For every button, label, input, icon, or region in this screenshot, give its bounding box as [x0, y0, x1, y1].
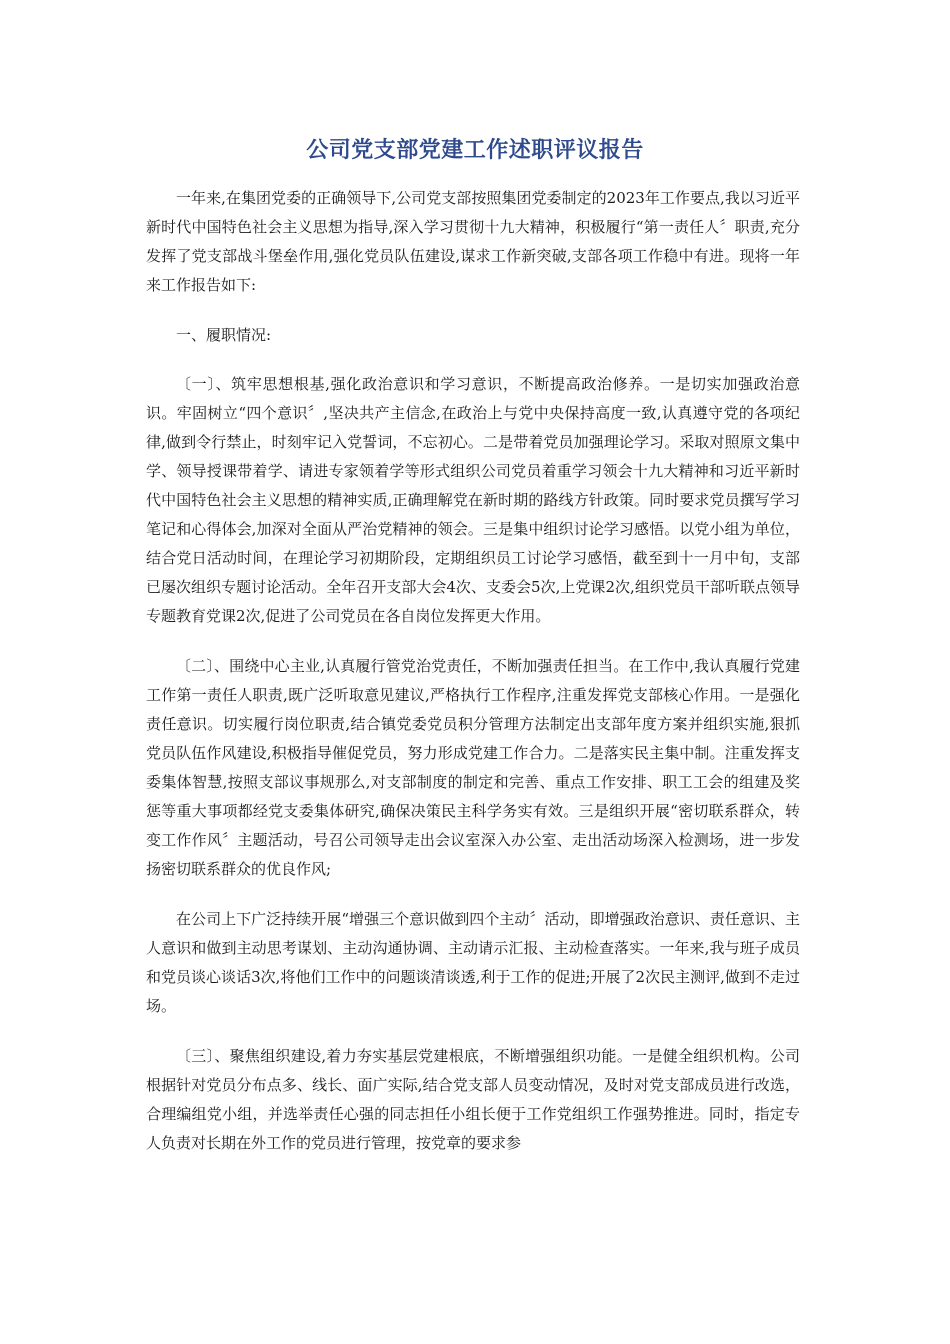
document-title: 公司党支部党建工作述职评议报告 — [306, 138, 644, 163]
section-heading-duty: 一、履职情况: — [176, 326, 272, 344]
paragraph-section-two: 〔二〕、围绕中心主业,认真履行管党治党责任，不断加强责任担当。在工作中,我认真履行党建工作第一责任人职责,既广泛听取意见建议,严格执行工作程序,注重发挥党支部核心作用。一是强化责任意识。切实履行岗位职责,结合镇党委党员积分管理方法制定出支部年度方案并组织实施,狠抓党员队伍作风建设,积极指导催促党员，努力形成党建工作合力。二是落实民主集中制。注重发挥支委集体智慧,按照支部议事规那么,对支部制度的制定和完善、重点工作安排、职工工会的组建及奖惩等重大事项都经党支委集体研究,确保决策民主科学务实有效。三是组织开展“密切联系群众，转变工作作风〞主题活动，号召公司领导走出会议室深入办公室、走出活动场深入检测场，进一步发扬密切联系群众的优良作风; — [146, 657, 800, 878]
paragraph-activities: 在公司上下广泛持续开展“增强三个意识做到四个主动〞活动，即增强政治意识、责任意识、主人意识和做到主动思考谋划、主动沟通协调、主动请示汇报、主动检查落实。一年来,我与班子成员和党员谈心谈话3次,将他们工作中的问题谈清谈透,利于工作的促进;开展了2次民主测评,做到不走过场。 — [146, 910, 800, 1015]
document-body — [146, 184, 800, 1179]
paragraph-section-three: 〔三〕、聚焦组织建设,着力夯实基层党建根底，不断增强组织功能。一是健全组织机构。公司根据针对党员分布点多、线长、面广实际,结合党支部人员变动情况，及时对党支部成员进行改选，合理编组党小组，并选举责任心强的同志担任小组长便于工作党组织工作强势推进。同时，指定专人负责对长期在外工作的党员进行管理，按党章的要求参 — [146, 1047, 800, 1152]
intro-paragraph: 一年来,在集团党委的正确领导下,公司党支部按照集团党委制定的2023年工作要点,我以习近平新时代中国特色社会主义思想为指导,深入学习贯彻十九大精神，积极履行“第一责任人〞职责,充分发挥了党支部战斗堡垒作用,强化党员队伍建设,谋求工作新突破,支部各项工作稳中有进。现将一年来工作报告如下: — [146, 189, 800, 294]
paragraph-section-one: 〔一〕、筑牢思想根基,强化政治意识和学习意识，不断提高政治修养。一是切实加强政治意识。牢固树立“四个意识〞,坚决共产主信念,在政治上与党中央保持高度一致,认真遵守党的各项纪律,做到令行禁止，时刻牢记入党誓词，不忘初心。二是带着党员加强理论学习。采取对照原文集中学、领导授课带着学、请进专家领着学等形式组织公司党员着重学习领会十九大精神和习近平新时代中国特色社会主义思想的精神实质,正确理解党在新时期的路线方针政策。同时要求党员撰写学习笔记和心得体会,加深对全面从严治党精神的领会。三是集中组织讨论学习感悟。以党小组为单位，结合党日活动时间，在理论学习初期阶段，定期组织员工讨论学习感悟，截至到十一月中旬，支部已屡次组织专题讨论活动。全年召开支部大会4次、支委会5次,上党课2次,组织党员干部听联点领导专题教育党课2次,促进了公司党员在各自岗位发挥更大作用。 — [146, 375, 800, 625]
